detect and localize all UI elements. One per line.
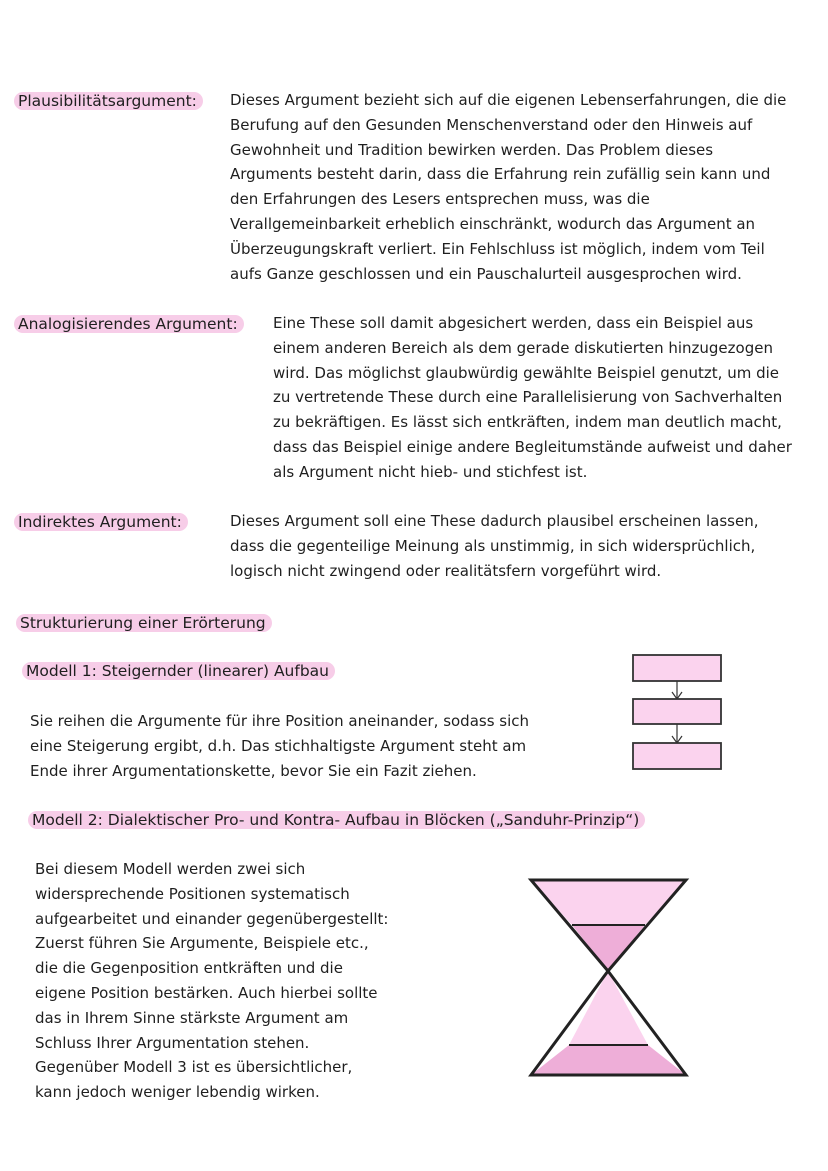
text-line: den Erfahrungen des Lesers entsprechen muss, was die bbox=[230, 190, 650, 209]
text-line: Eine These soll damit abgesichert werden, dass ein Beispiel aus bbox=[273, 314, 754, 332]
text-line: Schluss Ihrer Argumentation stehen. bbox=[35, 1033, 310, 1052]
hourglass-top-light bbox=[531, 880, 686, 925]
text-line: eine Steigerung ergibt, d.h. Das stichhaltigste Argument steht am bbox=[30, 736, 527, 755]
text-line: Berufung auf den Gesunden Menschenverstand oder den Hinweis auf bbox=[230, 115, 753, 134]
text-line: als Argument nicht hieb- und stichfest ist. bbox=[273, 462, 588, 481]
text-line: Dieses Argument bezieht sich auf die eigenen Lebenserfahrungen, die die bbox=[230, 91, 787, 109]
text-line: Sie reihen die Argumente für ihre Position aneinander, sodass sich bbox=[30, 712, 530, 730]
text-line: einem anderen Bereich als dem gerade diskutierten hinzugezogen bbox=[273, 338, 773, 357]
text-line: die die Gegenposition entkräften und die bbox=[35, 959, 343, 978]
text-line: Arguments besteht darin, dass die Erfahrung rein zufällig sein kann und bbox=[230, 165, 771, 184]
term-label: Indirektes Argument: bbox=[14, 513, 188, 531]
model1-heading-label: Modell 1: Steigernder (linearer) Aufbau bbox=[22, 662, 335, 680]
text-line: aufgearbeitet und einander gegenübergestellt: bbox=[35, 909, 389, 928]
text-line: kann jedoch weniger lebendig wirken. bbox=[35, 1083, 320, 1102]
text-line: das in Ihrem Sinne stärkste Argument am bbox=[35, 1008, 349, 1027]
text-line: zu vertretende These durch eine Parallelisierung von Sachverhalten bbox=[273, 388, 783, 407]
text-line: widersprechende Positionen systematisch bbox=[35, 884, 350, 903]
text-line: Bei diesem Modell werden zwei sich bbox=[35, 860, 306, 878]
model2-heading-label: Modell 2: Dialektischer Pro- und Kontra- Aufbau in Blöcken („Sanduhr-Prinzip“) bbox=[28, 811, 645, 829]
text-line: Gewohnheit und Tradition bewirken werden. Das Problem dieses bbox=[230, 140, 714, 159]
text-line: dass die gegenteilige Meinung als unstimmig, in sich widersprüchlich, bbox=[230, 536, 756, 555]
text-line: Zuerst führen Sie Argumente, Beispiele etc., bbox=[35, 934, 369, 953]
text-line: Überzeugungskraft verliert. Ein Fehlschluss ist möglich, indem vom Teil bbox=[230, 239, 765, 258]
text-line: Verallgemeinbarkeit erheblich einschränkt, wodurch das Argument an bbox=[230, 214, 756, 233]
text-line: Ende ihrer Argumentationskette, bevor Sie ein Fazit ziehen. bbox=[30, 761, 477, 780]
structure-heading-label: Strukturierung einer Erörterung bbox=[16, 614, 272, 632]
text-line: aufs Ganze geschlossen und ein Pauschalurteil ausgesprochen wird. bbox=[230, 264, 742, 283]
text-line: logisch nicht zwingend oder realitätsfern vorgeführt wird. bbox=[230, 561, 662, 580]
term-label: Analogisierendes Argument: bbox=[14, 315, 244, 333]
hourglass-bottom-dark bbox=[531, 1045, 686, 1075]
term-label: Plausibilitätsargument: bbox=[14, 92, 203, 110]
text-line: Dieses Argument soll eine These dadurch plausibel erscheinen lassen, bbox=[230, 512, 759, 530]
hourglass-top-dark bbox=[572, 925, 645, 971]
text-line: Gegenüber Modell 3 ist es übersichtlicher, bbox=[35, 1058, 353, 1077]
text-line: wird. Das möglichst glaubwürdig gewählte Beispiel genutzt, um die bbox=[273, 363, 780, 382]
text-line: dass das Beispiel einige andere Begleitumstände aufweist und daher bbox=[273, 437, 792, 456]
text-line: zu bekräftigen. Es lässt sich entkräften, indem man deutlich macht, bbox=[273, 413, 782, 432]
text-line: eigene Position bestärken. Auch hierbei sollte bbox=[35, 983, 378, 1002]
